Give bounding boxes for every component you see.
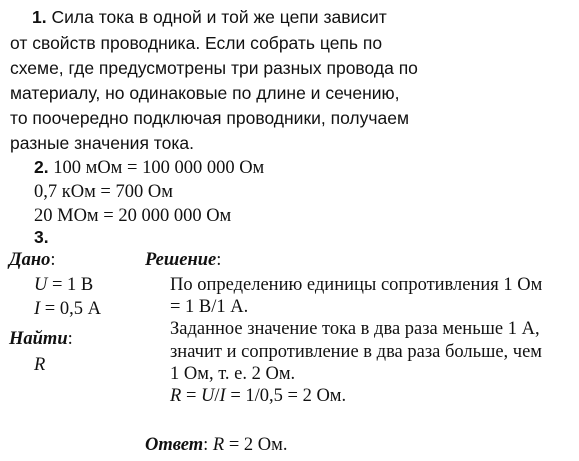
conversion-2: 0,7 кОм = 700 Ом bbox=[34, 182, 173, 202]
solution-line-4: значит и сопротивление в два раза больше, чем bbox=[170, 342, 543, 362]
solution-line-1: По определению единицы сопротивления 1 Ом bbox=[170, 275, 543, 295]
given-voltage: U = 1 В bbox=[34, 275, 94, 295]
problem-1-line-4: материалу, но одинаковые по длине и сечению, bbox=[10, 83, 400, 103]
reshenie-label: Решение bbox=[145, 250, 217, 270]
solution-line-3: Заданное значение тока в два раза меньше 1 А, bbox=[170, 319, 540, 339]
problem-1-line-2: от свойств проводника. Если собрать цепь по bbox=[10, 33, 383, 53]
problem-2-number: 2. bbox=[34, 157, 49, 177]
reshenie-heading: Решение: bbox=[145, 250, 222, 270]
solution-formula: R = U/I = 1/0,5 = 2 Ом. bbox=[170, 386, 347, 406]
problem-1-text: Сила тока в одной и той же цепи зависит bbox=[51, 7, 387, 27]
problem-1-line-3: схеме, где предусмотрены три разных провода по bbox=[10, 58, 418, 78]
find-variable: R bbox=[34, 355, 46, 375]
solution-line-5: 1 Ом, т. е. 2 Ом. bbox=[170, 364, 296, 384]
solution-line-2: = 1 В/1 А. bbox=[170, 297, 249, 317]
naiti-label: Найти bbox=[9, 329, 68, 349]
given-current: I = 0,5 А bbox=[34, 299, 101, 319]
problem-1-number: 1. bbox=[32, 7, 47, 27]
problem-1-line-5: то поочередно подключая проводники, получаем bbox=[10, 108, 409, 128]
problem-1-line-6: разные значения тока. bbox=[10, 133, 194, 153]
problem-1-line-1 bbox=[32, 9, 387, 27]
problem-2-line-1 bbox=[34, 159, 264, 178]
conversion-3: 20 МОм = 20 000 000 Ом bbox=[34, 206, 232, 226]
naiti-heading: Найти: bbox=[9, 329, 73, 349]
conversion-1: 100 мОм = 100 000 000 Ом bbox=[53, 158, 265, 178]
problem-3-number: 3. bbox=[34, 227, 49, 247]
dano-heading: Дано: bbox=[9, 250, 56, 270]
answer: Ответ: R = 2 Ом. bbox=[145, 435, 288, 455]
dano-label: Дано bbox=[9, 250, 51, 270]
otvet-label: Ответ bbox=[145, 435, 204, 455]
